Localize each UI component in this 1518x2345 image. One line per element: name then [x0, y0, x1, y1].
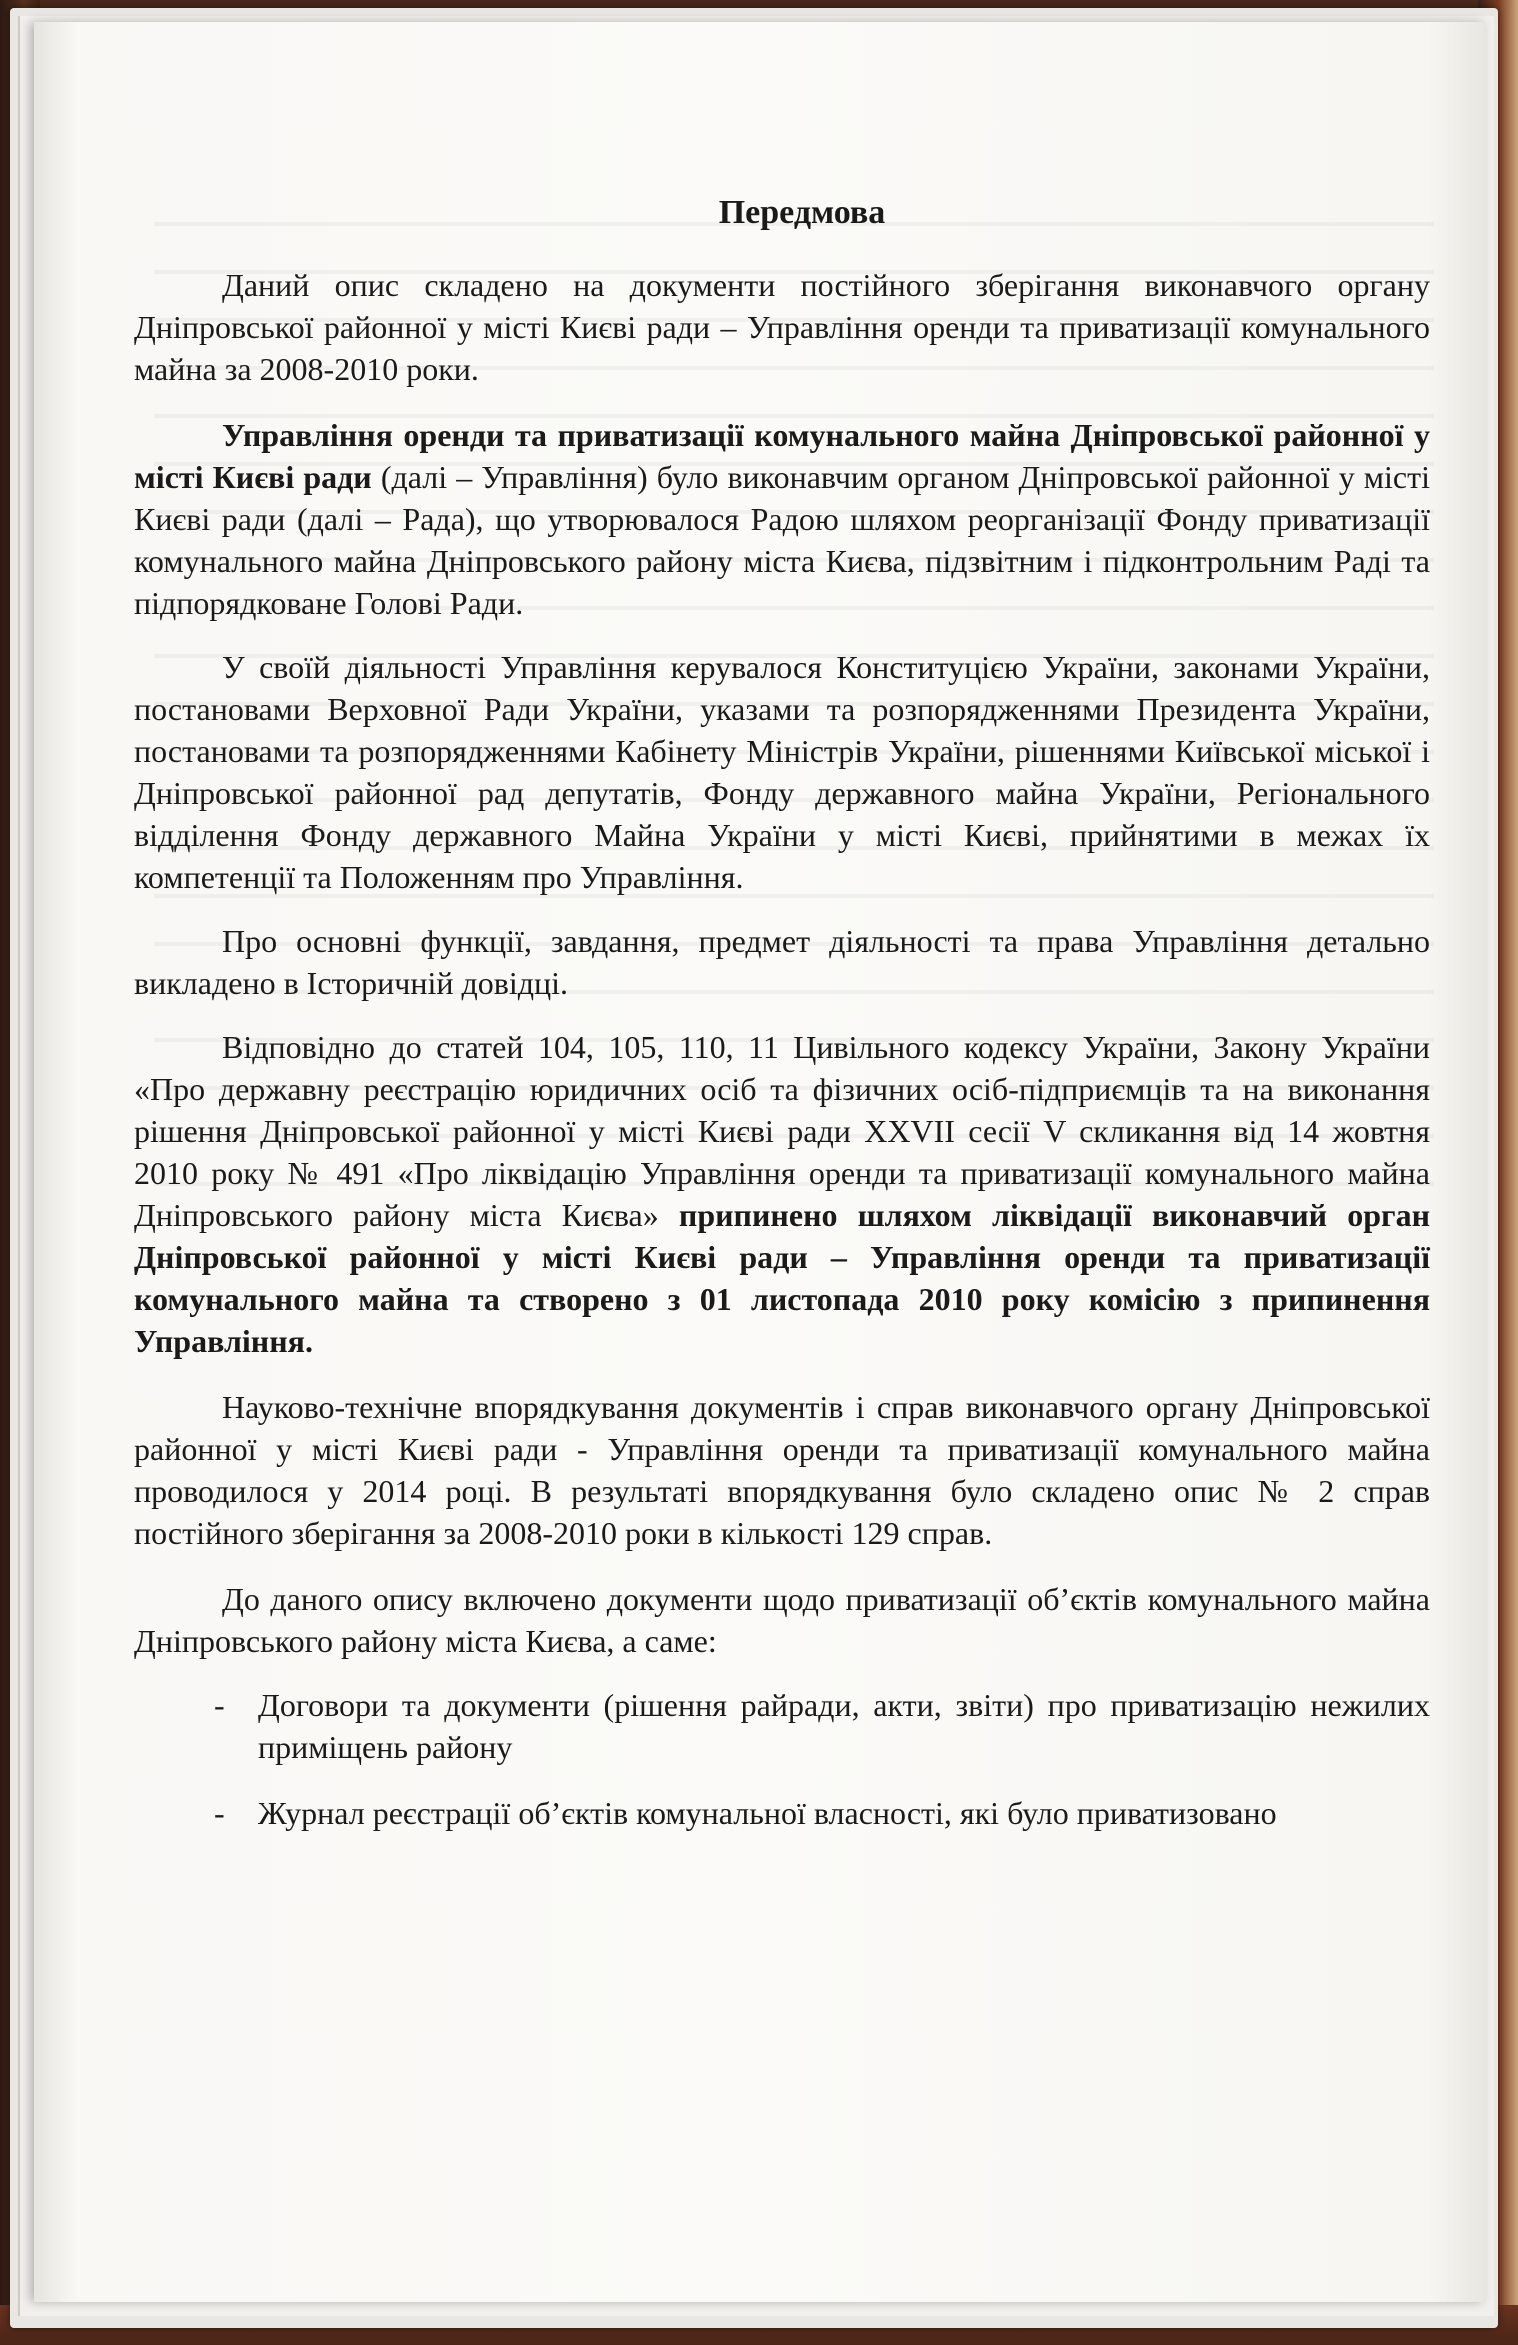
paragraph-text: (далі – Управління) було виконавчим органом Дніпровської районної у місті Києві ради (далі – Рада), що утворювалося Радою шляхом реорганізації Фонду приватизації комунального майна Дніпровського району міста Києва, підзвітним і підконтрольним Раді та підпорядковане Голові Ради. [134, 459, 1431, 621]
paragraph-text: Про основні функції, завдання, предмет діяльності та права Управління детально викладено в Історичній довідці. [134, 923, 1430, 1001]
paragraph-legal-basis [134, 646, 1430, 898]
paragraph-inventory-contents [134, 1578, 1430, 1662]
list-item [134, 1684, 1430, 1768]
paragraph-liquidation [134, 1026, 1430, 1362]
page-title: Передмова [718, 194, 886, 231]
paragraph-arrangement [134, 1386, 1430, 1554]
paragraph-bold-text: Управління оренди та приватизації комунального майна Дніпровської районної у місті Києві ради [134, 417, 1430, 495]
list-item-text: Журнал реєстрації об’єктів комунальної власності, які було приватизовано [258, 1795, 1277, 1831]
paragraph-management [134, 414, 1430, 624]
paragraph-text: Відповідно до статей 104, 105, 110, 11 Цивільного кодексу України, Закону України «Про державну реєстрацію юридичних осіб та фізичних осіб-підприємців та на виконання рішення Дніпровської районної у місті Києві ради XXVII сесії V скликання від 14 жовтня 2010 року № 491 «Про ліквідацію Управління оренди та приватизації комунального майна Дніпровського району міста Києва» [134, 1029, 1430, 1233]
paragraph-bold-text: припинено шляхом ліквідації виконавчий орган Дніпровської районної у місті Києві ради – Управління оренди та приватизації комунального майна та створено з 01 листопада 2010 року комісію з припинення Управління. [134, 1197, 1430, 1359]
paragraph-text: Науково-технічне впорядкування документів і справ виконавчого органу Дніпровської районної у місті Києві ради - Управління оренди та приватизації комунального майна проводилося у 2014 році. В результаті впорядкування було складено опис № 2 справ постійного зберігання за 2008-2010 роки в кількості 129 справ. [134, 1389, 1430, 1551]
list-marker: - [214, 1795, 225, 1831]
list-item [134, 1792, 1430, 1834]
paragraph-intro [134, 264, 1430, 390]
document-page [34, 22, 1486, 2302]
list-marker: - [214, 1687, 225, 1723]
paragraph-text: До даного опису включено документи щодо приватизації об’єктів комунального майна Дніпровського району міста Києва, а саме: [134, 1581, 1430, 1659]
paragraph-text: Даний опис складено на документи постійного зберігання виконавчого органу Дніпровської районної у місті Києві ради – Управління оренди та приватизації комунального майна за 2008-2010 роки. [134, 267, 1430, 387]
page-content [134, 192, 1430, 1858]
list-item-text: Договори та документи (рішення райради, акти, звіти) про приватизацію нежилих приміщень району [258, 1687, 1430, 1765]
paragraph-functions [134, 920, 1430, 1004]
paragraph-text: У своїй діяльності Управління керувалося Конституцією України, законами України, постановами Верховної Ради України, указами та розпорядженнями Президента України, постановами та розпорядженнями Кабінету Міністрів України, рішеннями Київської міської і Дніпровської районної рад депутатів, Фонду державного майна України, Регіонального відділення Фонду державного Майна України у місті Києві, прийнятими в межах їх компетенції та Положенням про Управління. [134, 649, 1430, 895]
document-list [134, 1684, 1430, 1834]
